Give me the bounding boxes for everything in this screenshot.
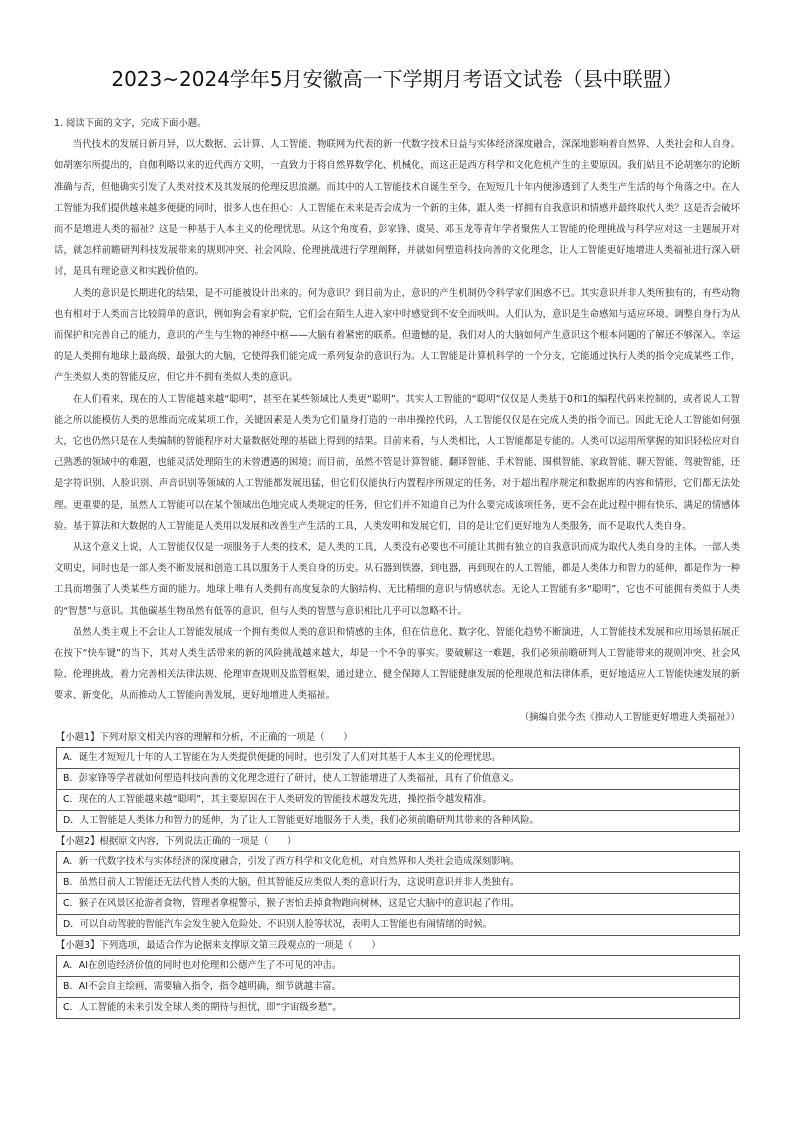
page-title: 2023~2024学年5月安徽高一下学期月考语文试卷（县中联盟） (111, 67, 683, 91)
question-2-option-c[interactable]: C．猴子在风景区抢游者食物，管理者拿棍警示，猴子害怕丢掉食物跑向树林，这是它大脑中的意识起了作用。 (57, 894, 739, 915)
paragraph-5: 虽然人类主观上不会让人工智能发展成一个拥有类似人类的意识和情感的主体，但在信息化、数字化、智能化趋势不断演进，人工智能技术发展和应用场景拓展正在按下“快车键”的当下，其对人类生活带来的新的风险挑战越来越大，却是一个不争的事实。要破解这一难题，我们必须前瞻研判人工智能带来的规则冲突、社会风险、伦理挑战，着力完善相关法律法规、伦理审查规则及监管框架，通过建立、健全保障人工智能健康发展的伦理规范和法律体系，更好地适应人工智能快速发展的新要求、新变化，从而推动人工智能向善发展，更好地增进人类福祉。 (54, 626, 740, 702)
question-2-stem: 【小题2】根据原文内容，下列说法正确的一项是（ ） (56, 835, 297, 847)
question-1-option-b[interactable]: B．彭家锋等学者就如何塑造科技向善的文化理念进行了研讨，使人工智能增进了人类福祉，具有了价值意义。 (57, 769, 739, 790)
question-3-option-a[interactable]: A．AI在创造经济价值的同时也对伦理和公德产生了不可见的冲击。 (57, 956, 739, 977)
document-body (54, 113, 740, 1019)
question-3-stem: 【小题3】下列选项，最适合作为论据来支撑原文第三段观点的一项是（ ） (56, 939, 381, 951)
question-2-option-d[interactable]: D．可以自动驾驶的智能汽车会发生驶入危险处、不识别人脸等状况，表明人工智能也有闹情绪的时候。 (63, 918, 493, 930)
question-1-option-c[interactable]: C．现在的人工智能越来越“聪明”，其主要原因在于人类研发的智能技术越发先进，操控指令越发精准。 (57, 790, 739, 811)
paragraph-3: 在人们看来，现在的人工智能越来越“聪明”，甚至在某些领域比人类更“聪明”。其实人工智能的“聪明”仅仅是人类基于0和1的编程代码来控制的，或者说人工智能之所以能模仿人类的思维而完成某项工作，关键因素是人类为它们量身打造的一串串操控代码，人工智能仅仅是在完成人类的指令而已。因此无论人工智能如何强大，它也仍然只是在人类编制的智能程序对大量数据处理的基础上得到的结果。目前来看，与人类相比，人工智能都是专能的。人类可以运用所掌握的知识轻松应对自己熟悉的领域中的难题，也能灵活处理陌生的未曾遭遇的困境；而目前，虽然不管是计算智能、翻译智能、手术智能、围棋智能、家政智能、聊天智能、驾驶智能，还是字符识别、人脸识别、声音识别等领域的人工智能都发展迅猛，但它们仅能执行内置程序所规定的任务，对于超出程序规定和数据库的内容和情形，它们都无法处理。更重要的是，虽然人工智能可以在某个领域出色地完成人类规定的任务，但它们并不知道自己为什么要完成该项任务，更不会在此过程中拥有快乐、满足的情感体验。基于算法和大数据的人工智能是人类用以发展和改善生产生活的工具，人类发明和发展它们，目的是让它们更好地为人类服务，而不是取代人类自身。 (54, 393, 740, 532)
paragraph-1: 当代技术的发展日新月异，以大数据、云计算、人工智能、物联网为代表的新一代数字技术日益与实体经济深度融合，深深地影响着自然界、人类社会和人自身。如胡塞尔所提出的，自伽利略以来的近代西方文明，一直致力于将自然界数学化、机械化，而这正是西方科学和文化危机产生的主要原因。我们姑且不论胡塞尔的论断准确与否，但他确实引发了人类对技术及其发展的伦理反思浪潮。而其中的人工智能技术自诞生至今，在短短几十年内便渗透到了人类生产生活的每个角落之中。在人工智能为我们提供越来越多便捷的同时，很多人也在担心：人工智能在未来是否会成为一个新的主体，跟人类一样拥有自我意识和情感并最终取代人类？这是否会破坏而不是增进人类的福祉？这是一种基于人本主义的伦理忧思。从这个角度看，彭家锋、虞昊、邓玉龙等青年学者聚焦人工智能的伦理挑战与科学应对这一主题展开对话，就怎样前瞻研判科技发展带来的规则冲突、社会风险、伦理挑战进行学理阐释，并就如何塑造科技向善的文化理念，让人工智能更好地增进人类福祉进行深入研讨，是具有理论意义和实践价值的。 (54, 139, 740, 278)
paragraph-4: 从这个意义上说，人工智能仅仅是一项服务于人类的技术，是人类的工具，人类没有必要也不可能让其拥有独立的自我意识而成为取代人类自身的主体。一部人类文明史，同时也是一部人类不断发展和创造工具以服务于人类自身的历史。从石器到铁器，到电器，再到现在的人工智能，都是人类体力和智力的延伸，都是作为一种工具而增强了人类某些方面的能力。地球上唯有人类拥有高度复杂的大脑结构、无比精细的意识与情感状态。无论人工智能有多“聪明”，它也不可能拥有类似于人类的“智慧”与意识。其他碳基生物虽然有低等的意识，但与人类的智慧与意识相比几乎可以忽略不计。 (54, 542, 740, 617)
question-1-stem: 【小题1】下列对原文相关内容的理解和分析，不正确的一项是（ ） (56, 731, 353, 743)
question-3-options (56, 955, 740, 1019)
source-citation: （摘编自张今杰《推动人工智能更好增进人类福祉》） (519, 711, 740, 723)
question-3-option-c[interactable]: C．人工智能的未来引发全球人类的期待与担忧，即“宇宙级乡愁”。 (63, 1001, 342, 1013)
question-intro: 1. 阅读下面的文字，完成下面小题。 (54, 118, 207, 129)
paragraph-2: 人类的意识是长期进化的结果，是不可能被设计出来的。何为意识？到目前为止，意识的产生机制仍令科学家们困惑不已。其实意识并非人类所独有的，有些动物也有相对于人类而言比较简单的意识，例如狗会看家护院，它们会在陌生人进入家中时感觉到不安全而吠叫。人们认为，意识是生命感知与适应环境、调整自身行为从而保护和完善自己的能力，意识的产生与生物的神经中枢——大脑有着紧密的联系。但遗憾的是，我们对人的大脑如何产生意识这个根本问题的了解还不够深入。幸运的是人类拥有地球上最高级、最强大的大脑，它使得我们能完成一系列复杂的意识行为。人工智能是计算机科学的一个分支，它能通过执行人类的指令完成某些工作，产生类似人类的智能反应，但它并不拥有类似人类的意识。 (54, 287, 740, 384)
question-2-options (56, 851, 740, 936)
question-1-option-d[interactable]: D．人工智能是人类体力和智力的延伸，为了让人工智能更好地服务于人类，我们必须前瞻研判其带来的各种风险。 (63, 814, 539, 826)
question-1-option-a[interactable]: A．诞生才短短几十年的人工智能在为人类提供便捷的同时，也引发了人们对其基于人本主义的伦理忧思。 (57, 748, 739, 769)
question-3-option-b[interactable]: B．AI不会自主绘画，需要输入指令，指令越明确，细节就越丰富。 (57, 977, 739, 998)
question-2-option-b[interactable]: B．虽然目前人工智能还无法代替人类的大脑，但其智能反应类似人类的意识行为，这说明意识并非人类独有。 (57, 873, 739, 894)
question-1-options (56, 747, 740, 832)
question-2-option-a[interactable]: A．新一代数字技术与实体经济的深度融合，引发了西方科学和文化危机，对自然界和人类社会造成深刻影响。 (57, 852, 739, 873)
